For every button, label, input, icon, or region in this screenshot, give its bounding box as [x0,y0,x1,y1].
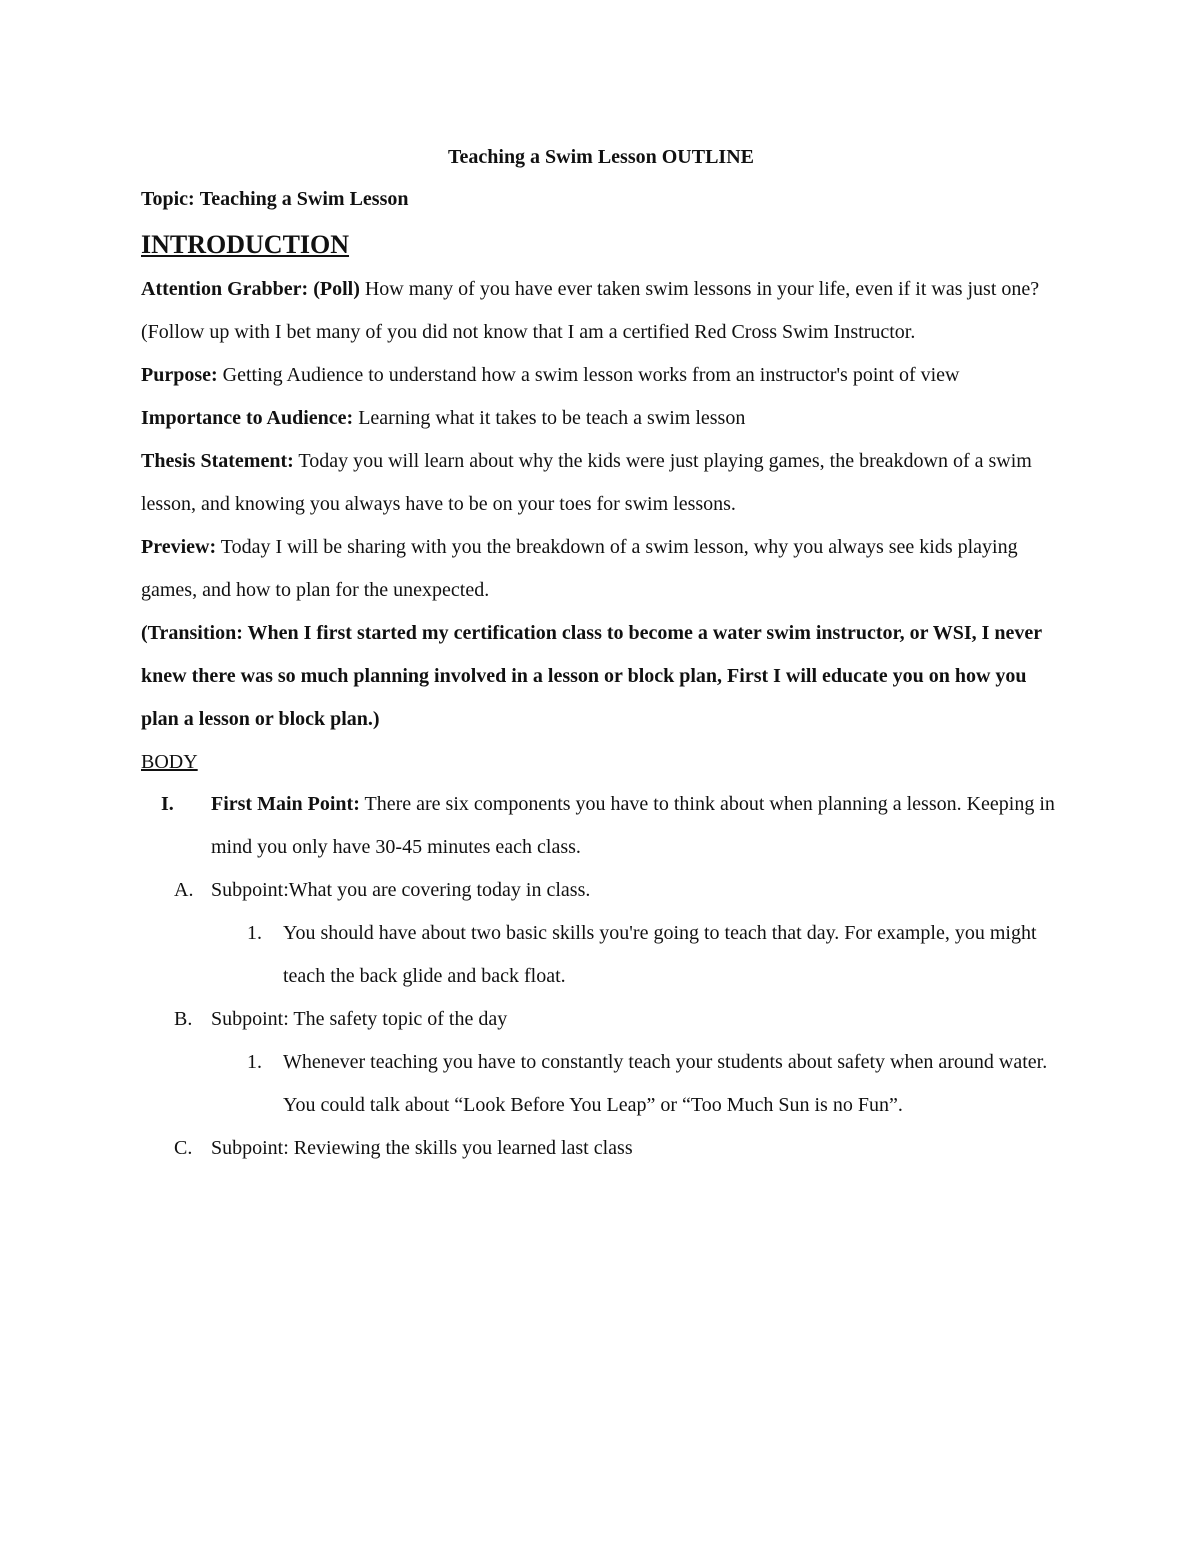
main-point-content [211,783,1061,869]
document-title: Teaching a Swim Lesson OUTLINE [448,146,754,168]
topic-line [141,176,1061,222]
subpoint-marker: B. [174,1008,193,1030]
subpoint-marker: A. [174,879,194,901]
subpoint-c [141,1127,1061,1170]
topic-label: Topic: [141,188,195,210]
main-point-text: There are six components you have to think about when planning a lesson. Keeping in mind you only have 30-45 minutes each class. [211,793,1055,858]
transition [141,612,1061,741]
subpoint-a [141,869,1061,912]
importance-label: Importance to Audience: [141,407,354,429]
main-point-1 [141,783,1061,869]
body-heading: BODY [141,751,198,773]
subpoint-b-detail-1 [141,1041,1061,1127]
introduction-heading: INTRODUCTION [141,230,350,259]
subpoint-a-detail-1 [141,912,1061,998]
preview [141,526,1061,612]
importance-text: Learning what it takes to be teach a swim lesson [358,407,746,429]
preview-label: Preview: [141,536,217,558]
purpose [141,354,1061,397]
subpoint-marker: C. [174,1137,193,1159]
purpose-label: Purpose: [141,364,218,386]
thesis-statement [141,440,1061,526]
attention-text: How many of you have ever taken swim lessons in your life, even if it was just one? (Follow up with I bet many of you did not know that I am a certified Red Cross Swim Instructor. [141,278,1040,343]
subpoint-text: Subpoint: The safety topic of the day [211,1008,508,1030]
thesis-label: Thesis Statement: [141,450,294,472]
detail-text: Whenever teaching you have to constantly teach your students about safety when around water. You could talk about “Look Before You Leap” or “Too Much Sun is no Fun”. [283,1051,1048,1116]
detail-text: You should have about two basic skills you're going to teach that day. For example, you might teach the back glide and back float. [283,922,1037,987]
main-point-marker: I. [161,793,174,815]
detail-marker: 1. [247,922,262,944]
importance [141,397,1061,440]
subpoint-text: Subpoint: Reviewing the skills you learned last class [211,1137,633,1159]
subpoint-b [141,998,1061,1041]
thesis-text: Today you will learn about why the kids were just playing games, the breakdown of a swim lesson, and knowing you always have to be on your toes for swim lessons. [141,450,1032,515]
purpose-text: Getting Audience to understand how a swim lesson works from an instructor's point of view [222,364,960,386]
document-page [141,138,1061,1170]
topic-value: Teaching a Swim Lesson [199,188,409,210]
transition-text: (Transition: When I first started my certification class to become a water swim instructor, or WSI, I never knew there was so much planning involved in a lesson or block plan, First I will educate you on how you plan a lesson or block plan.) [141,622,1042,730]
attention-label: Attention Grabber: [141,278,309,300]
attention-grabber [141,268,1061,354]
detail-marker: 1. [247,1051,262,1073]
subpoint-text: Subpoint:What you are covering today in class. [211,879,591,901]
poll-label: (Poll) [313,278,360,300]
preview-text: Today I will be sharing with you the breakdown of a swim lesson, why you always see kids playing games, and how to plan for the unexpected. [141,536,1018,601]
main-point-label: First Main Point: [211,793,360,815]
